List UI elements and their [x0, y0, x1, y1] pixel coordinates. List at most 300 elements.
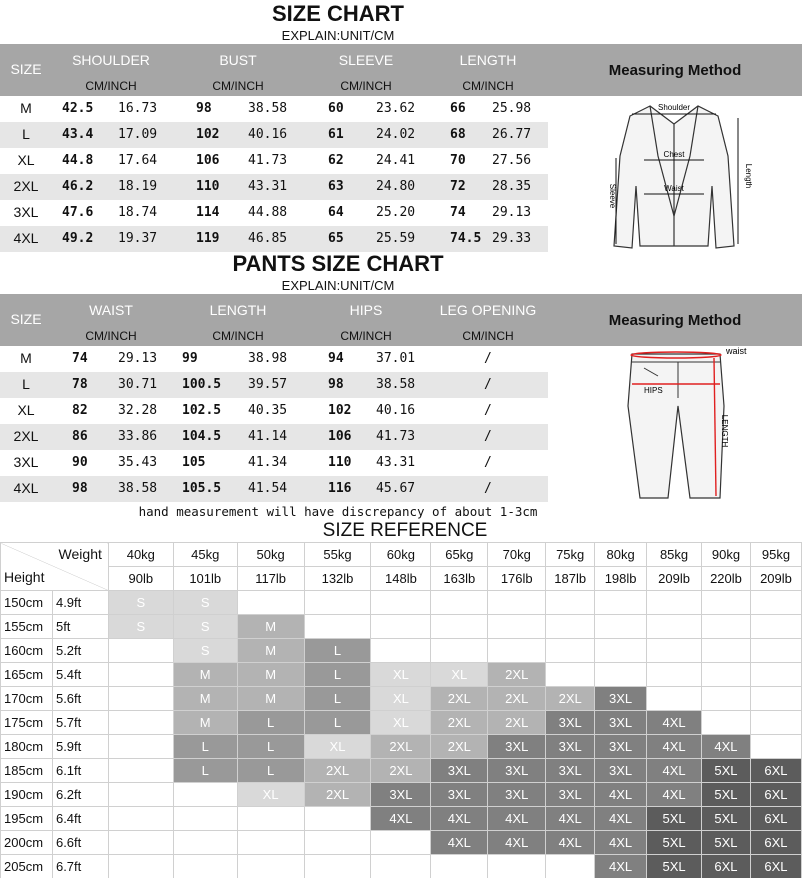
- table-row: [0, 476, 548, 502]
- size-cell: M: [173, 711, 237, 735]
- size-cell: [488, 639, 546, 663]
- inch-value: 32.28: [118, 403, 158, 418]
- size-cell: 4XL: [595, 807, 647, 831]
- height-row: [1, 663, 802, 687]
- weight-lb-header: 90lb: [108, 567, 173, 591]
- cm-value: 114: [196, 205, 220, 220]
- inch-value: 44.88: [248, 205, 288, 220]
- height-row: [1, 735, 802, 759]
- inch-value: 29.13: [118, 351, 158, 366]
- height-ft: 5ft: [52, 615, 108, 639]
- cm-value: 82: [72, 403, 88, 418]
- size-cell: 4XL: [13, 480, 39, 496]
- cm-value: 62: [328, 153, 344, 168]
- inch-value: 41.54: [248, 481, 288, 496]
- cm-value: 61: [328, 127, 344, 142]
- size-cell: [304, 591, 371, 615]
- size-cell: [237, 807, 304, 831]
- leg-opening-value: /: [484, 403, 492, 418]
- cm-value: 66: [450, 101, 466, 116]
- weight-lb-header: 187lb: [546, 567, 595, 591]
- cm-value: 98: [328, 377, 344, 392]
- size-cell: [488, 591, 546, 615]
- weight-lb-header: 163lb: [431, 567, 488, 591]
- size-cell: 3XL: [546, 711, 595, 735]
- size-cell: XL: [237, 783, 304, 807]
- height-row: [1, 711, 802, 735]
- size-cell: [750, 663, 801, 687]
- leg-opening-header: LEG OPENING: [439, 302, 537, 318]
- height-label: Height: [4, 569, 45, 585]
- hips-header: HIPS: [349, 302, 383, 318]
- size-cell: M: [173, 663, 237, 687]
- size-cell: [702, 591, 751, 615]
- table-row: [0, 226, 548, 252]
- length-header: LENGTH: [459, 52, 517, 68]
- size-cell: 4XL: [647, 735, 702, 759]
- waist-header: WAIST: [89, 302, 133, 318]
- cm-value: 119: [196, 231, 220, 246]
- unit-label: CM/INCH: [340, 79, 392, 93]
- height-cm: 175cm: [1, 711, 53, 735]
- size-cell: [750, 615, 801, 639]
- size-cell: 5XL: [702, 831, 751, 855]
- inch-value: 35.43: [118, 455, 158, 470]
- size-header: SIZE: [10, 61, 42, 77]
- table-row: [0, 174, 548, 200]
- inch-value: 41.34: [248, 455, 288, 470]
- inch-value: 45.67: [376, 481, 416, 496]
- inch-value: 40.35: [248, 403, 288, 418]
- size-cell: 4XL: [647, 711, 702, 735]
- leg-opening-value: /: [484, 351, 492, 366]
- pants-header: [0, 294, 802, 346]
- size-cell: [488, 855, 546, 878]
- size-cell: 5XL: [702, 807, 751, 831]
- inch-value: 40.16: [248, 127, 288, 142]
- inch-value: 29.33: [492, 231, 532, 246]
- inch-value: 17.64: [118, 153, 158, 168]
- cm-value: 106: [328, 429, 352, 444]
- size-cell: L: [237, 735, 304, 759]
- inch-value: 19.37: [118, 231, 158, 246]
- size-cell: [304, 807, 371, 831]
- size-cell: 2XL: [546, 687, 595, 711]
- weight-kg-header: 60kg: [371, 543, 431, 567]
- size-cell: [431, 639, 488, 663]
- size-cell: [108, 807, 173, 831]
- height-cm: 190cm: [1, 783, 53, 807]
- size-cell: 4XL: [488, 807, 546, 831]
- cm-value: 98: [196, 101, 212, 116]
- size-cell: [431, 855, 488, 878]
- leg-opening-value: /: [484, 429, 492, 444]
- size-cell: [304, 855, 371, 878]
- table-row: [0, 398, 548, 424]
- size-cell: L: [304, 687, 371, 711]
- jacket-chart: [0, 44, 802, 274]
- size-cell: [647, 591, 702, 615]
- jacket-subtitle: EXPLAIN:UNIT/CM: [281, 28, 395, 43]
- bust-header: BUST: [219, 52, 257, 68]
- size-cell: 4XL: [546, 807, 595, 831]
- size-cell: [595, 591, 647, 615]
- size-cell: [237, 855, 304, 878]
- size-cell: [108, 783, 173, 807]
- size-cell: [371, 855, 431, 878]
- size-cell: [750, 591, 801, 615]
- weight-lb-header: 176lb: [488, 567, 546, 591]
- height-cm: 200cm: [1, 831, 53, 855]
- size-cell: 2XL: [304, 759, 371, 783]
- size-cell: [108, 735, 173, 759]
- weight-height-corner: [1, 543, 109, 591]
- size-cell: [488, 615, 546, 639]
- height-row: [1, 783, 802, 807]
- inch-value: 24.02: [376, 127, 416, 142]
- size-reference-title: SIZE REFERENCE: [322, 520, 488, 541]
- height-ft: 6.7ft: [52, 855, 108, 878]
- cm-value: 104.5: [182, 429, 222, 444]
- size-cell: [546, 663, 595, 687]
- leg-opening-value: /: [484, 377, 492, 392]
- unit-label: CM/INCH: [462, 329, 514, 343]
- inch-value: 39.57: [248, 377, 288, 392]
- cm-value: 60: [328, 101, 344, 116]
- cm-value: 100.5: [182, 377, 222, 392]
- size-cell: 3XL: [595, 687, 647, 711]
- size-cell: 5XL: [702, 759, 751, 783]
- size-cell: 6XL: [750, 831, 801, 855]
- inch-value: 41.14: [248, 429, 288, 444]
- size-cell: [108, 759, 173, 783]
- height-row: [1, 687, 802, 711]
- height-row: [1, 831, 802, 855]
- table-row: [0, 148, 548, 174]
- size-cell: L: [173, 735, 237, 759]
- cm-value: 49.2: [62, 231, 94, 246]
- inch-value: 38.58: [376, 377, 416, 392]
- cm-value: 102: [196, 127, 220, 142]
- weight-kg-header: 90kg: [702, 543, 751, 567]
- size-cell: XL: [17, 402, 35, 418]
- height-ft: 5.2ft: [52, 639, 108, 663]
- height-row: [1, 759, 802, 783]
- size-cell: 3XL: [431, 783, 488, 807]
- inch-value: 40.16: [376, 403, 416, 418]
- size-cell: [173, 831, 237, 855]
- weight-kg-header: 95kg: [750, 543, 801, 567]
- size-cell: [108, 639, 173, 663]
- weight-kg-header: 55kg: [304, 543, 371, 567]
- weight-lb-header: 148lb: [371, 567, 431, 591]
- size-cell: [546, 639, 595, 663]
- size-cell: XL: [431, 663, 488, 687]
- height-row: [1, 591, 802, 615]
- size-cell: L: [22, 126, 30, 142]
- size-cell: 6XL: [750, 759, 801, 783]
- shoulder-header: SHOULDER: [72, 52, 150, 68]
- size-cell: [702, 687, 751, 711]
- table-row: [0, 200, 548, 226]
- inch-value: 46.85: [248, 231, 288, 246]
- inch-value: 38.58: [248, 101, 288, 116]
- jacket-header: [0, 44, 802, 96]
- inch-value: 37.01: [376, 351, 416, 366]
- size-cell: [595, 639, 647, 663]
- size-cell: 3XL: [595, 711, 647, 735]
- leg-opening-value: /: [484, 455, 492, 470]
- size-cell: [647, 687, 702, 711]
- inch-value: 29.13: [492, 205, 532, 220]
- height-ft: 5.6ft: [52, 687, 108, 711]
- inch-value: 24.80: [376, 179, 416, 194]
- size-cell: 4XL: [546, 831, 595, 855]
- height-cm: 150cm: [1, 591, 53, 615]
- size-cell: M: [237, 687, 304, 711]
- size-cell: 2XL: [488, 663, 546, 687]
- size-cell: M: [237, 615, 304, 639]
- measurement-note: hand measurement will have discrepancy of about 1-3cm: [138, 504, 538, 519]
- size-cell: 5XL: [702, 783, 751, 807]
- weight-lb-header: 117lb: [237, 567, 304, 591]
- size-cell: 4XL: [371, 807, 431, 831]
- measuring-method-label: Measuring Method: [608, 311, 742, 329]
- height-cm: 195cm: [1, 807, 53, 831]
- height-cm: 180cm: [1, 735, 53, 759]
- height-cm: 205cm: [1, 855, 53, 878]
- size-cell: [108, 855, 173, 878]
- leg-opening-value: /: [484, 481, 492, 496]
- inch-value: 18.74: [118, 205, 158, 220]
- inch-value: 33.86: [118, 429, 158, 444]
- cm-value: 105.5: [182, 481, 222, 496]
- size-cell: M: [237, 663, 304, 687]
- size-cell: [173, 783, 237, 807]
- cm-value: 43.4: [62, 127, 94, 142]
- size-cell: 2XL: [371, 759, 431, 783]
- size-cell: [108, 687, 173, 711]
- size-cell: [546, 615, 595, 639]
- weight-label: Weight: [58, 546, 102, 562]
- height-row: [1, 639, 802, 663]
- cm-value: 110: [196, 179, 220, 194]
- size-cell: [108, 663, 173, 687]
- weight-lb-header: 101lb: [173, 567, 237, 591]
- weight-lb-header: 220lb: [702, 567, 751, 591]
- size-cell: 3XL: [488, 783, 546, 807]
- cm-value: 94: [328, 351, 344, 366]
- unit-label: CM/INCH: [462, 79, 514, 93]
- size-cell: L: [304, 711, 371, 735]
- cm-value: 47.6: [62, 205, 94, 220]
- inch-value: 38.98: [248, 351, 288, 366]
- size-cell: 3XL: [488, 759, 546, 783]
- unit-label: CM/INCH: [85, 79, 137, 93]
- inch-value: 38.58: [118, 481, 158, 496]
- height-cm: 185cm: [1, 759, 53, 783]
- size-cell: 6XL: [750, 783, 801, 807]
- height-ft: 5.9ft: [52, 735, 108, 759]
- size-cell: 3XL: [431, 759, 488, 783]
- size-cell: [371, 615, 431, 639]
- cm-value: 64: [328, 205, 344, 220]
- size-cell: 2XL: [488, 687, 546, 711]
- size-cell: [237, 591, 304, 615]
- size-cell: S: [108, 591, 173, 615]
- cm-value: 99: [182, 351, 198, 366]
- cm-value: 102.5: [182, 403, 222, 418]
- inch-value: 18.19: [118, 179, 158, 194]
- size-cell: S: [173, 615, 237, 639]
- size-cell: 4XL: [488, 831, 546, 855]
- size-cell: [304, 831, 371, 855]
- size-cell: 4XL: [595, 831, 647, 855]
- cm-value: 105: [182, 455, 206, 470]
- inch-value: 17.09: [118, 127, 158, 142]
- diagram-length-label: LENGTH: [720, 414, 729, 448]
- inch-value: 24.41: [376, 153, 416, 168]
- cm-value: 74.5: [450, 231, 482, 246]
- size-cell: [371, 591, 431, 615]
- size-cell: 5XL: [647, 807, 702, 831]
- diagram-waist-label: waist: [726, 346, 747, 356]
- size-cell: [750, 687, 801, 711]
- size-cell: 3XL: [546, 783, 595, 807]
- size-cell: [237, 831, 304, 855]
- size-cell: 4XL: [595, 783, 647, 807]
- diagram-hips-label: HIPS: [644, 386, 663, 395]
- size-cell: 5XL: [647, 855, 702, 878]
- size-cell: [173, 807, 237, 831]
- height-ft: 4.9ft: [52, 591, 108, 615]
- pants-diagram: [548, 346, 802, 502]
- height-ft: 6.6ft: [52, 831, 108, 855]
- inch-value: 30.71: [118, 377, 158, 392]
- size-cell: [108, 711, 173, 735]
- size-cell: [750, 711, 801, 735]
- size-cell: 3XL: [371, 783, 431, 807]
- measuring-method-label: Measuring Method: [608, 61, 742, 79]
- table-row: [0, 450, 548, 476]
- size-cell: [371, 639, 431, 663]
- size-cell: [647, 615, 702, 639]
- size-cell: 3XL: [595, 735, 647, 759]
- size-cell: [431, 615, 488, 639]
- size-cell: 4XL: [647, 783, 702, 807]
- weight-kg-header: 80kg: [595, 543, 647, 567]
- size-cell: S: [108, 615, 173, 639]
- size-cell: L: [237, 759, 304, 783]
- size-cell: 3XL: [595, 759, 647, 783]
- size-cell: 4XL: [595, 855, 647, 878]
- inch-value: 25.98: [492, 101, 532, 116]
- size-cell: 6XL: [750, 855, 801, 878]
- weight-kg-header: 50kg: [237, 543, 304, 567]
- size-cell: M: [173, 687, 237, 711]
- size-cell: 2XL: [488, 711, 546, 735]
- size-cell: [546, 591, 595, 615]
- size-cell: [304, 615, 371, 639]
- size-cell: [647, 663, 702, 687]
- size-cell: M: [20, 350, 32, 366]
- unit-label: CM/INCH: [212, 329, 264, 343]
- jacket-rows: [0, 96, 548, 252]
- size-reference-table: [0, 542, 802, 878]
- cm-value: 86: [72, 429, 88, 444]
- cm-value: 72: [450, 179, 466, 194]
- size-cell: XL: [17, 152, 35, 168]
- weight-lb-header: 198lb: [595, 567, 647, 591]
- weight-lb-header: 132lb: [304, 567, 371, 591]
- pants-title: PANTS SIZE CHART: [232, 251, 444, 276]
- table-row: [0, 122, 548, 148]
- weight-lb-header: 209lb: [647, 567, 702, 591]
- weight-kg-header: 75kg: [546, 543, 595, 567]
- diagram-shoulder-label: Shoulder: [657, 103, 691, 112]
- weight-kg-header: 70kg: [488, 543, 546, 567]
- size-cell: 2XL: [431, 735, 488, 759]
- size-cell: [595, 615, 647, 639]
- size-cell: 2XL: [371, 735, 431, 759]
- height-row: [1, 855, 802, 878]
- length-header: LENGTH: [209, 302, 267, 318]
- weight-kg-header: 40kg: [108, 543, 173, 567]
- height-ft: 6.1ft: [52, 759, 108, 783]
- cm-value: 42.5: [62, 101, 94, 116]
- diagram-chest-label: Chest: [663, 150, 685, 159]
- size-cell: 2XL: [304, 783, 371, 807]
- height-cm: 155cm: [1, 615, 53, 639]
- size-cell: 5XL: [647, 831, 702, 855]
- table-row: [0, 424, 548, 450]
- weight-kg-header: 85kg: [647, 543, 702, 567]
- cm-value: 78: [72, 377, 88, 392]
- cm-value: 68: [450, 127, 466, 142]
- size-cell: L: [304, 639, 371, 663]
- size-cell: L: [173, 759, 237, 783]
- size-cell: 2XL: [431, 687, 488, 711]
- height-cm: 160cm: [1, 639, 53, 663]
- size-cell: XL: [371, 711, 431, 735]
- inch-value: 43.31: [376, 455, 416, 470]
- size-cell: XL: [371, 663, 431, 687]
- inch-value: 25.20: [376, 205, 416, 220]
- size-cell: 2XL: [431, 711, 488, 735]
- cm-value: 106: [196, 153, 220, 168]
- table-row: [0, 96, 548, 122]
- inch-value: 43.31: [248, 179, 288, 194]
- height-cm: 170cm: [1, 687, 53, 711]
- cm-value: 90: [72, 455, 88, 470]
- size-cell: L: [22, 376, 30, 392]
- inch-value: 41.73: [248, 153, 288, 168]
- size-cell: 3XL: [13, 454, 39, 470]
- cm-value: 110: [328, 455, 352, 470]
- sleeve-header: SLEEVE: [338, 52, 394, 68]
- size-cell: [750, 639, 801, 663]
- size-cell: 2XL: [13, 178, 39, 194]
- diagram-sleeve-label: Sleeve: [608, 183, 617, 209]
- cm-value: 74: [72, 351, 88, 366]
- size-cell: 3XL: [546, 759, 595, 783]
- size-cell: 4XL: [431, 831, 488, 855]
- cm-value: 65: [328, 231, 344, 246]
- size-cell: S: [173, 639, 237, 663]
- size-cell: [702, 663, 751, 687]
- weight-kg-header: 45kg: [173, 543, 237, 567]
- unit-label: CM/INCH: [212, 79, 264, 93]
